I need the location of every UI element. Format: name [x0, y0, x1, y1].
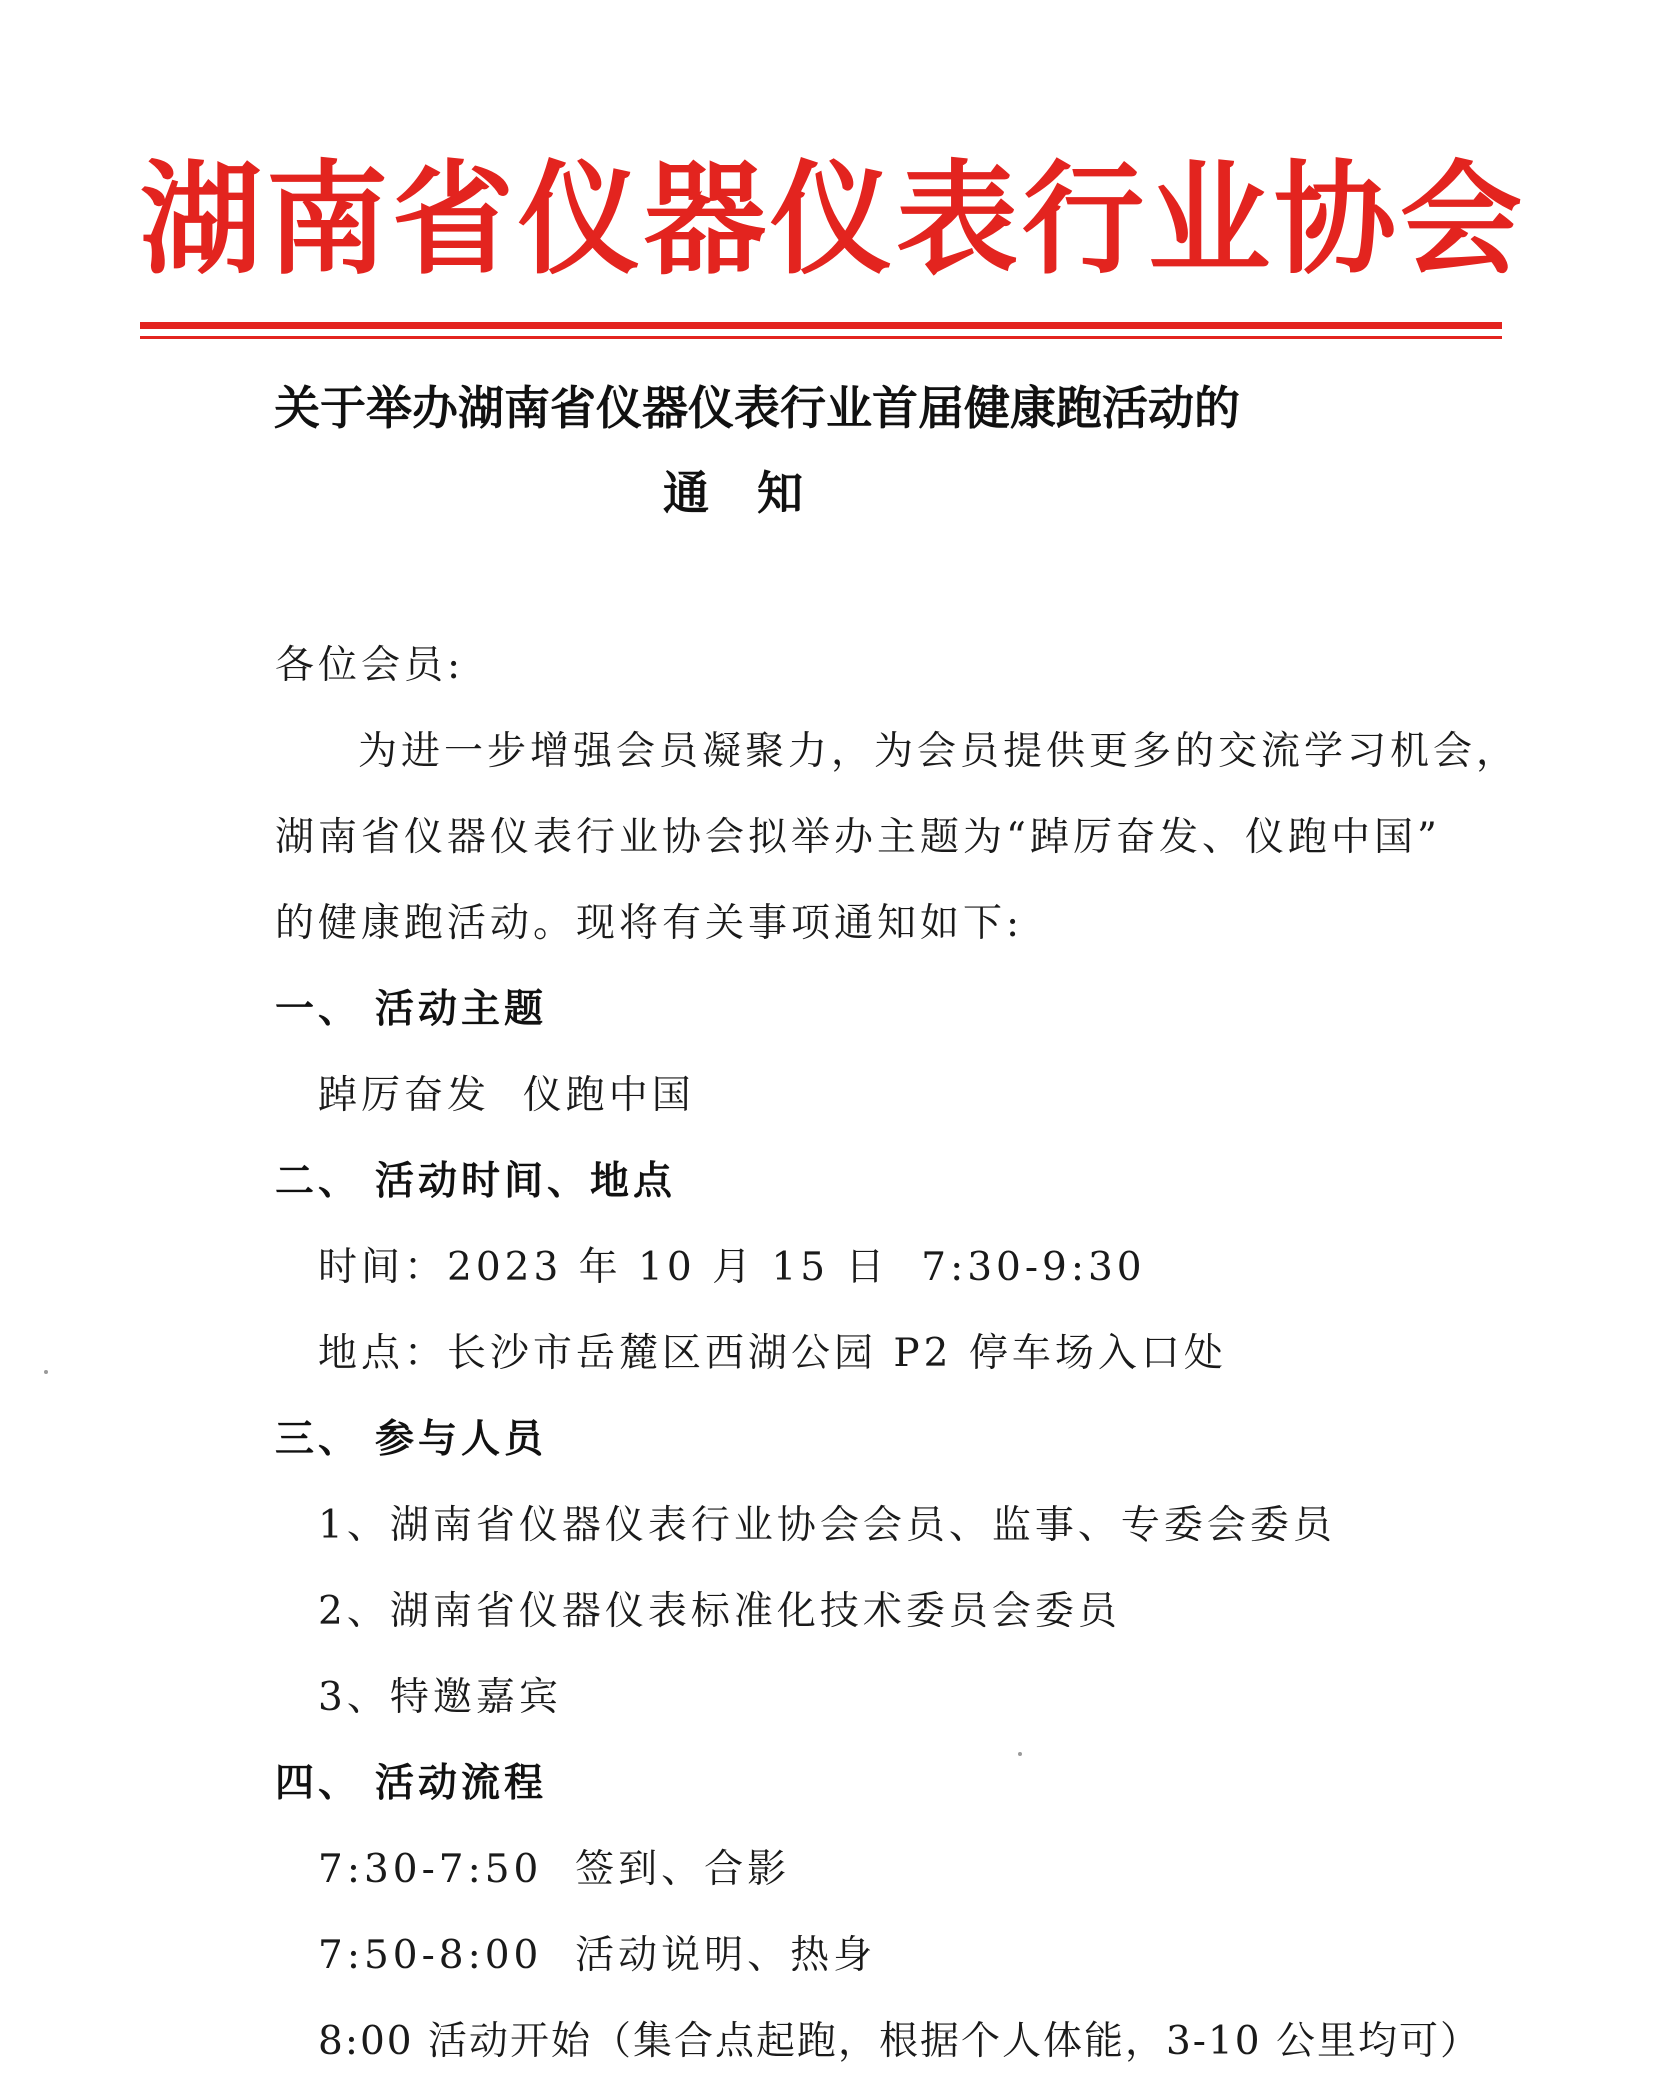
section-heading-participants: [275, 1412, 547, 1468]
section-title: 参与人员: [375, 1417, 548, 1462]
intro-paragraph-line-1: 为进一步增强会员凝聚力，为会员提供更多的交流学习机会，: [358, 729, 1520, 774]
section-title: 活动时间、地点: [375, 1159, 677, 1204]
section-heading-time-place: [275, 1154, 676, 1210]
document-title-line-2: 通知: [663, 466, 851, 520]
participant-item: 2、湖南省仪器仪表标准化技术委员会委员: [318, 1589, 1121, 1634]
participant-item: 3、特邀嘉宾: [318, 1675, 562, 1720]
event-place: 地点：长沙市岳麓区西湖公园 P2 停车场入口处: [318, 1331, 1227, 1376]
letterhead-rule-thin: [140, 336, 1502, 339]
schedule-item: 8:00 活动开始（集合点起跑，根据个人体能，3-10 公里均可）: [318, 2019, 1481, 2064]
section-heading-theme: [275, 982, 547, 1038]
section-number: 二、: [275, 1159, 362, 1204]
section-number: 一、: [275, 987, 362, 1032]
section-number: 四、: [275, 1761, 362, 1806]
theme-content: 踔厉奋发 仪跑中国: [318, 1073, 695, 1118]
section-title: 活动主题: [375, 987, 548, 1032]
section-title: 活动流程: [375, 1761, 548, 1806]
schedule-item: 7:50-8:00 活动说明、热身: [318, 1933, 877, 1978]
scan-speck: [44, 1370, 48, 1374]
letterhead-rule-thick: [140, 322, 1502, 329]
document-title-line-1: 关于举办湖南省仪器仪表行业首届健康跑活动的: [274, 381, 1240, 435]
event-time: 时间：2023 年 10 月 15 日 7:30-9:30: [318, 1245, 1146, 1290]
section-heading-schedule: [275, 1756, 547, 1812]
schedule-item: 7:30-7:50 签到、合影: [318, 1847, 791, 1892]
salutation: 各位会员:: [275, 643, 465, 688]
intro-paragraph-line-3: 的健康跑活动。现将有关事项通知如下:: [275, 901, 1024, 946]
scan-speck: [1018, 1752, 1022, 1756]
letterhead-org-name: 湖南省仪器仪表行业协会: [140, 149, 1526, 291]
section-number: 三、: [275, 1417, 362, 1462]
participant-item: 1、湖南省仪器仪表行业协会会员、监事、专委会委员: [318, 1503, 1336, 1548]
intro-paragraph-line-2: 湖南省仪器仪表行业协会拟举办主题为“踔厉奋发、仪跑中国”: [275, 815, 1441, 860]
